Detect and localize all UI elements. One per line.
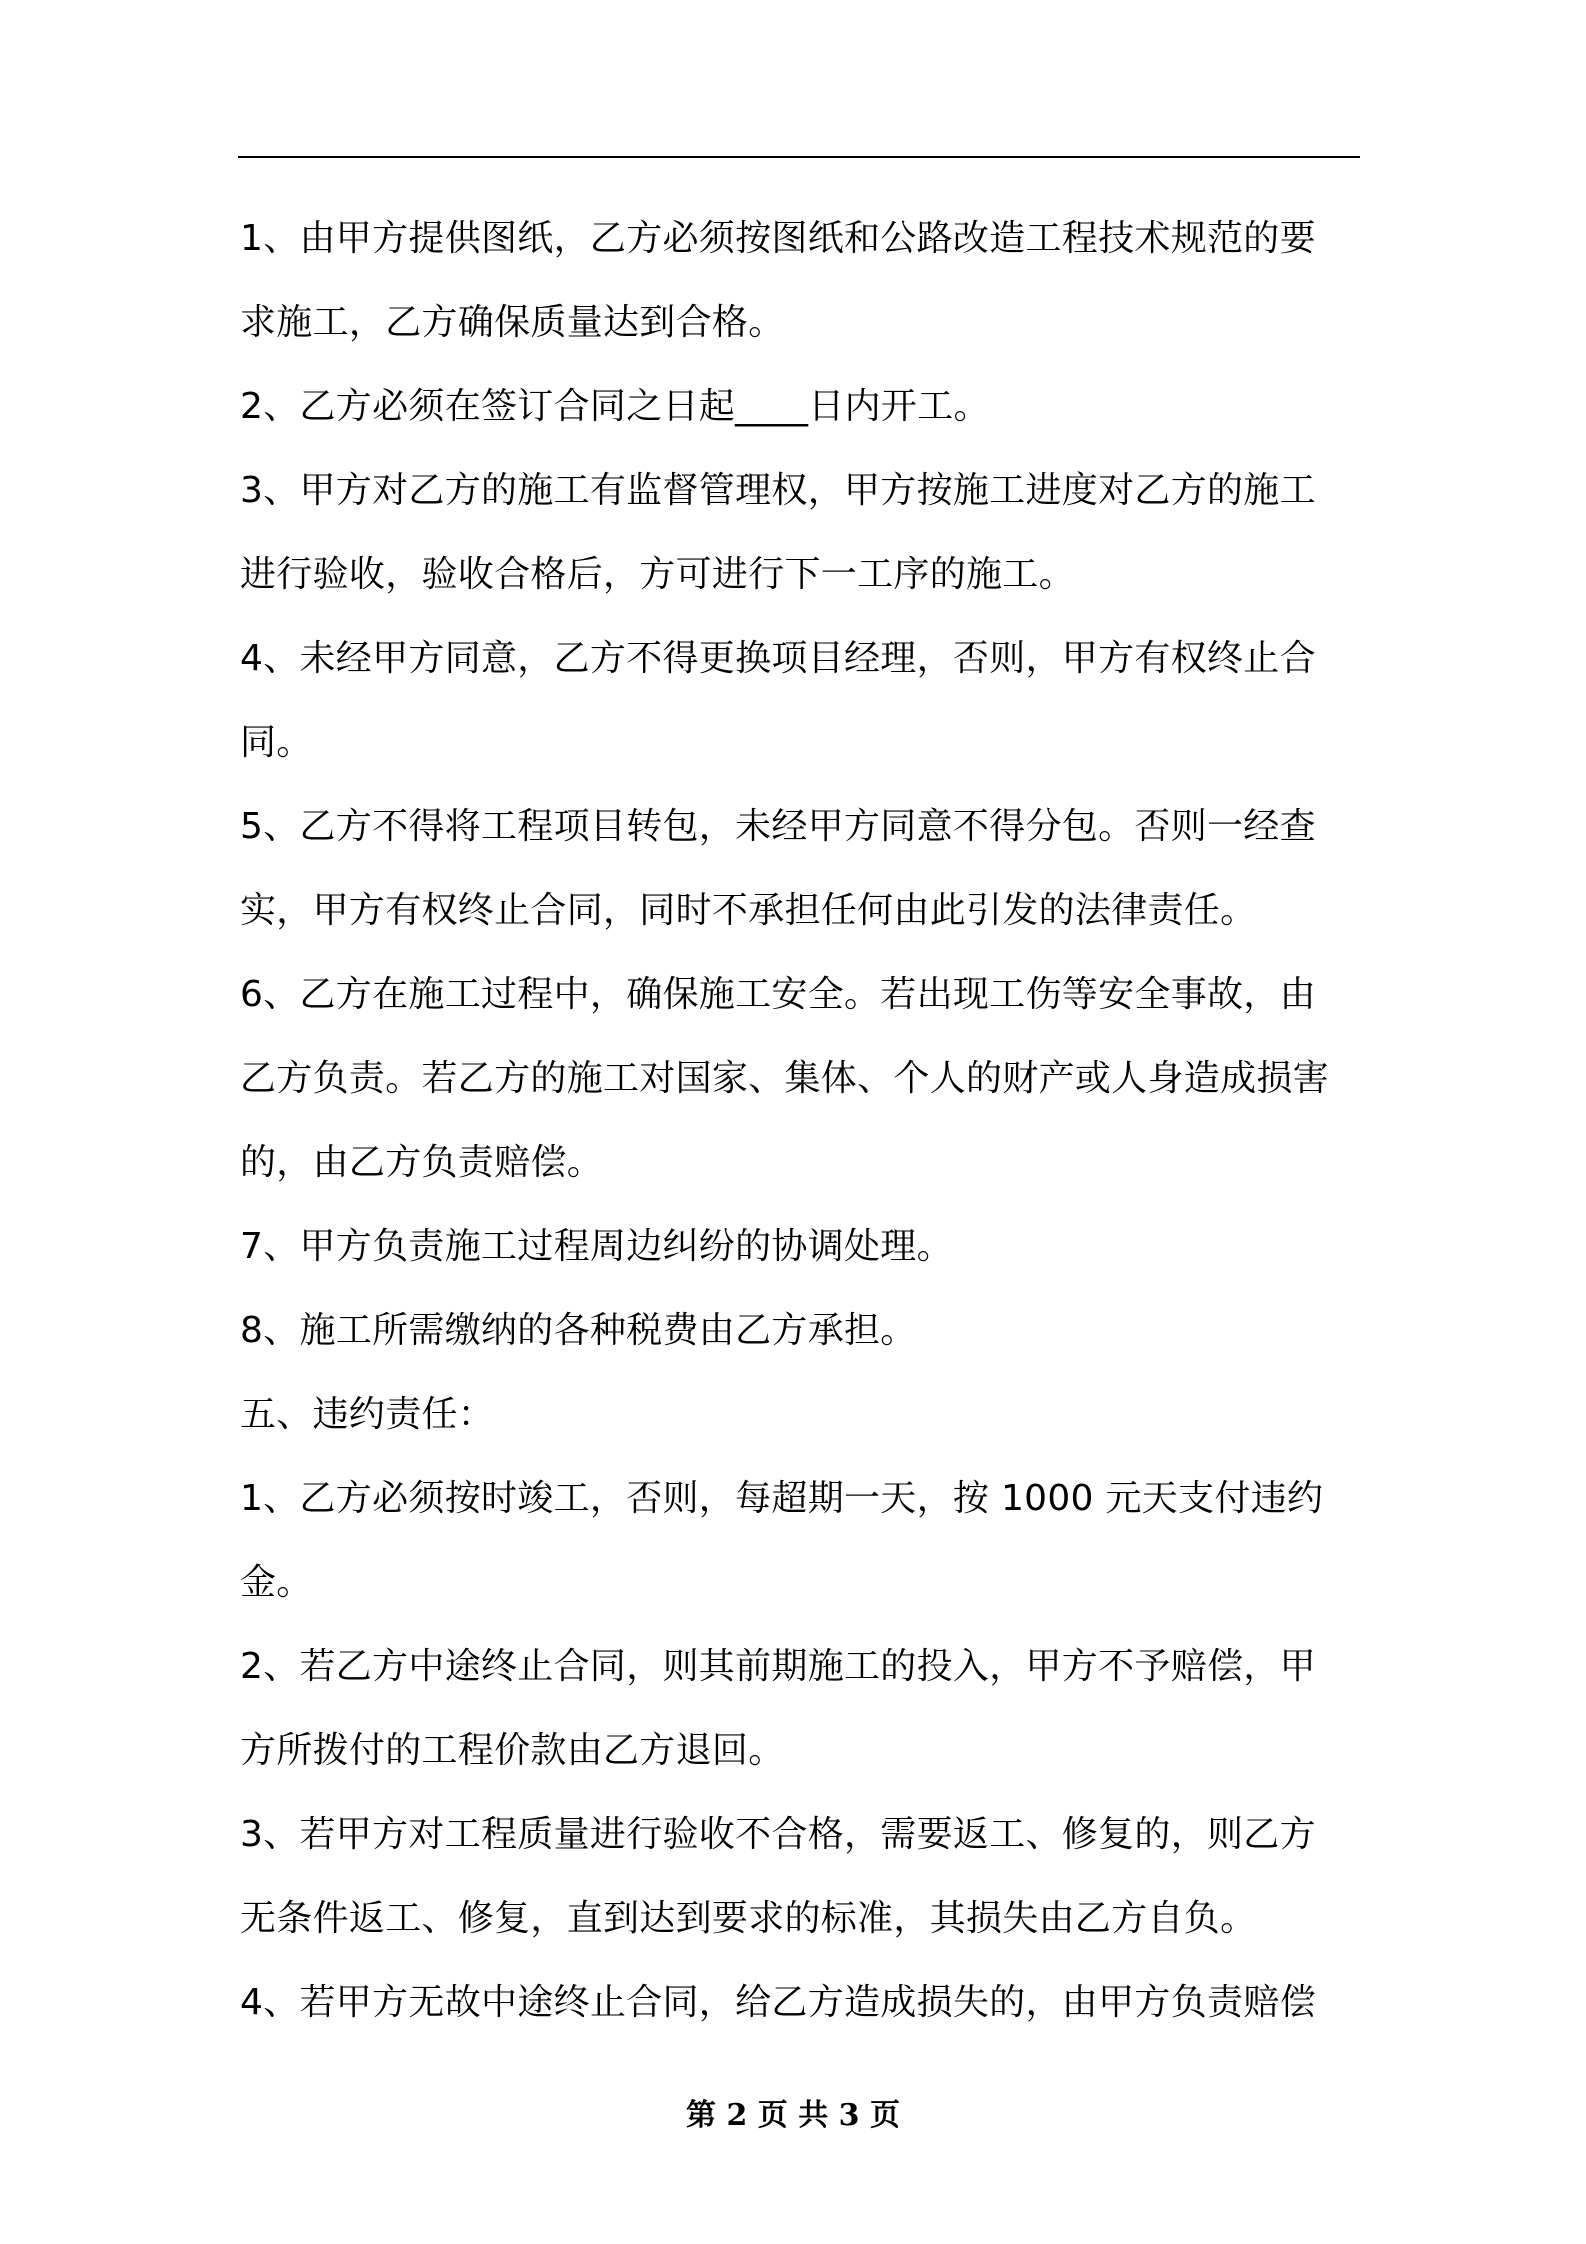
section-heading: 五、违约责任： bbox=[240, 1394, 495, 1435]
page-number-footer: 第 2 页 共 3 页 bbox=[686, 2098, 900, 2133]
header-rule bbox=[238, 156, 1360, 158]
text-line: 乙方负责。若乙方的施工对国家、集体、个人的财产或人身造成损害 bbox=[240, 1058, 1330, 1099]
text-line: 8、施工所需缴纳的各种税费由乙方承担。 bbox=[240, 1310, 917, 1351]
text-line: 7、甲方负责施工过程周边纠纷的协调处理。 bbox=[240, 1226, 953, 1267]
text-line: 4、若甲方无故中途终止合同，给乙方造成损失的，由甲方负责赔偿 bbox=[240, 1982, 1316, 2023]
text-line: 6、乙方在施工过程中，确保施工安全。若出现工伤等安全事故，由 bbox=[240, 974, 1316, 1015]
text-line: 方所拨付的工程价款由乙方退回。 bbox=[240, 1730, 785, 1771]
text-line: 2、乙方必须在签订合同之日起____日内开工。 bbox=[240, 386, 990, 427]
text-line: 3、甲方对乙方的施工有监督管理权，甲方按施工进度对乙方的施工 bbox=[240, 470, 1316, 511]
text-line: 3、若甲方对工程质量进行验收不合格，需要返工、修复的，则乙方 bbox=[240, 1814, 1316, 1855]
text-line: 求施工，乙方确保质量达到合格。 bbox=[240, 302, 785, 343]
text-line: 进行验收，验收合格后，方可进行下一工序的施工。 bbox=[240, 554, 1075, 595]
text-line: 5、乙方不得将工程项目转包，未经甲方同意不得分包。否则一经查 bbox=[240, 806, 1316, 847]
text-line: 的，由乙方负责赔偿。 bbox=[240, 1142, 604, 1183]
text-line: 金。 bbox=[240, 1562, 313, 1603]
text-line: 实，甲方有权终止合同，同时不承担任何由此引发的法律责任。 bbox=[240, 890, 1257, 931]
text-line: 4、未经甲方同意，乙方不得更换项目经理，否则，甲方有权终止合 bbox=[240, 638, 1316, 679]
text-line: 同。 bbox=[240, 722, 313, 763]
text-line: 1、由甲方提供图纸，乙方必须按图纸和公路改造工程技术规范的要 bbox=[240, 218, 1316, 259]
text-line: 1、乙方必须按时竣工，否则，每超期一天，按 1000 元天支付违约 bbox=[240, 1478, 1324, 1519]
document-body bbox=[240, 197, 1365, 2045]
text-line: 无条件返工、修复，直到达到要求的标准，其损失由乙方自负。 bbox=[240, 1898, 1257, 1939]
text-line: 2、若乙方中途终止合同，则其前期施工的投入，甲方不予赔偿，甲 bbox=[240, 1646, 1316, 1687]
